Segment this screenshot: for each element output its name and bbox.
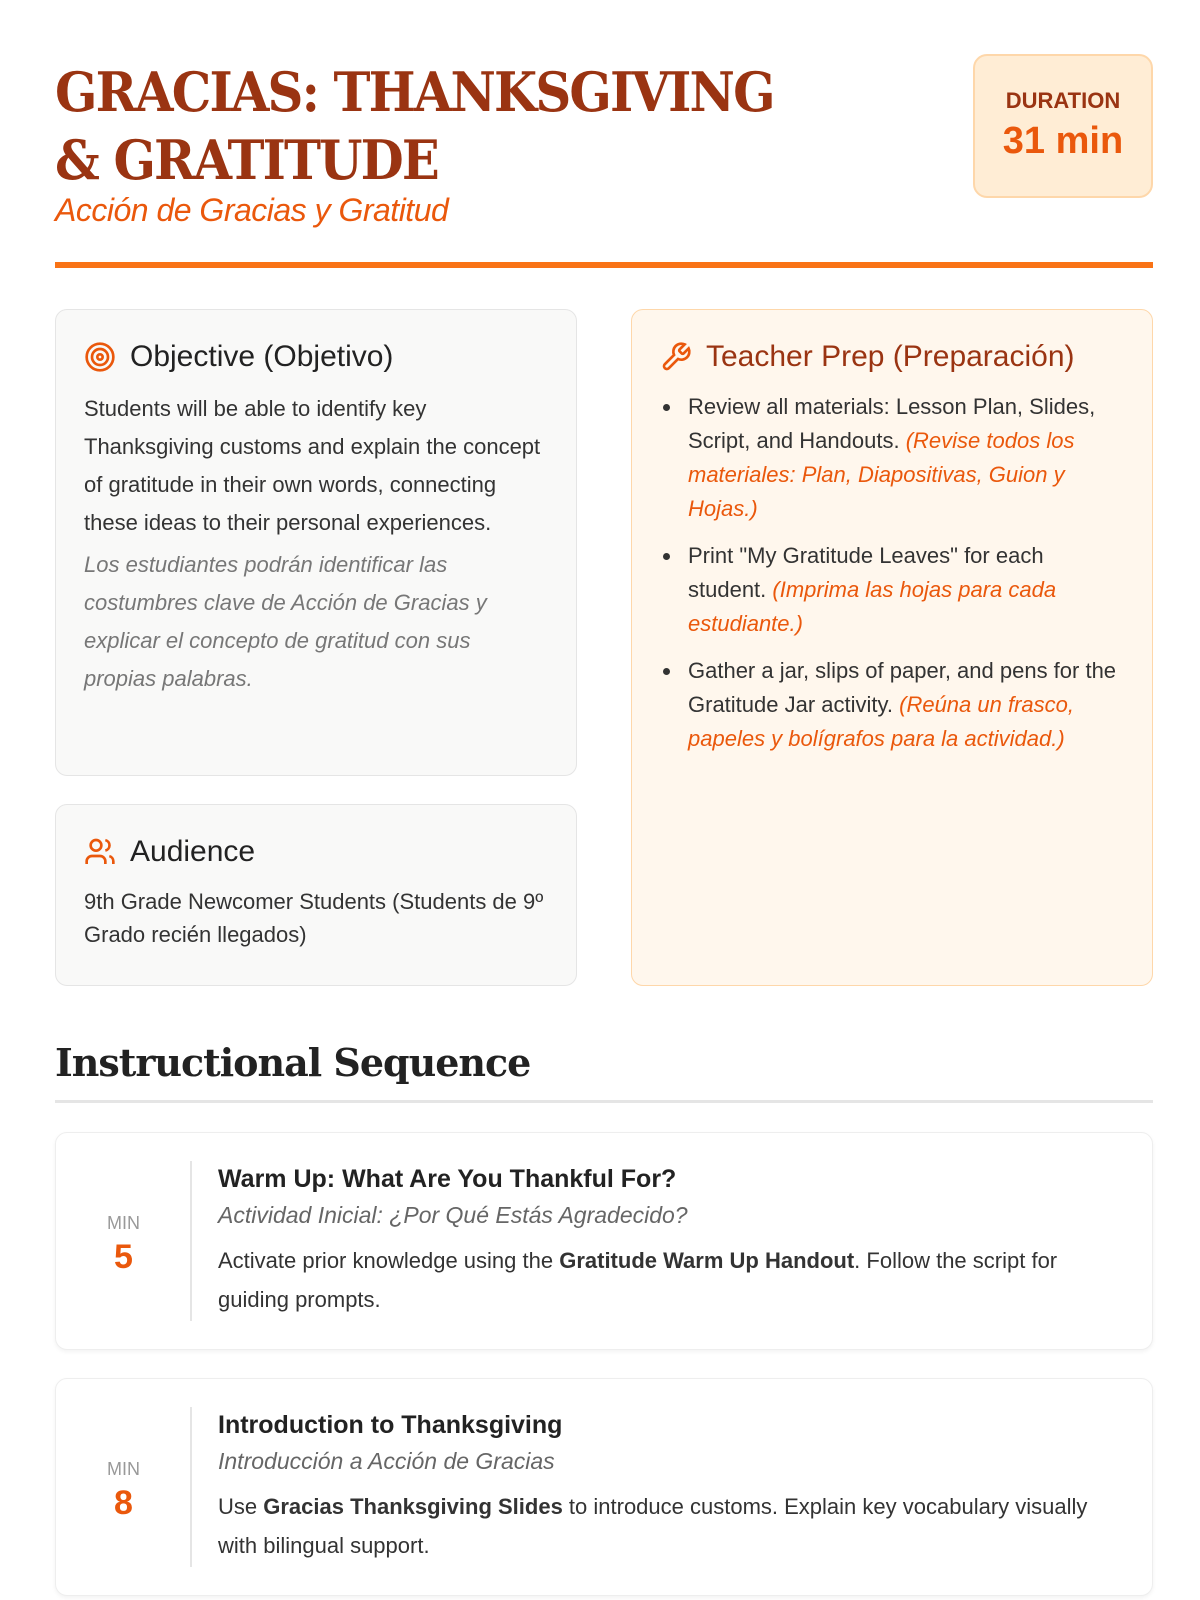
desc-text: Use [218, 1494, 264, 1519]
section-divider [55, 1100, 1153, 1103]
prep-item [660, 390, 1124, 526]
desc-text: . Follow the script for guiding prompts. [218, 1248, 1058, 1312]
step-divider [190, 1161, 192, 1321]
desc-text: to introduce customs. Explain key vocabulary visually with bilingual support. [218, 1494, 1088, 1558]
step-minutes: 5 [114, 1238, 133, 1276]
page-title: GRACIAS: THANKSGIVING & GRATITUDE [55, 60, 774, 192]
prep-item [660, 539, 1124, 641]
audience-card [55, 804, 577, 986]
prep-item [660, 654, 1124, 756]
step-description [218, 1241, 1112, 1319]
header-divider [55, 262, 1153, 268]
prep-title: Teacher Prep (Preparación) [706, 340, 1075, 373]
prep-item-es: (Revise todos los materiales: Plan, Diapositivas, Guion y Hojas.) [688, 428, 1075, 521]
step-minutes: 8 [114, 1484, 133, 1522]
prep-item-es: (Reúna un frasco, papeles y bolígrafos para la actividad.) [688, 692, 1074, 751]
duration-label: DURATION [1005, 88, 1121, 113]
target-icon [84, 341, 116, 373]
resource-name: Gracias Thanksgiving Slides [263, 1494, 563, 1519]
section-title: Instructional Sequence [55, 1040, 531, 1085]
prep-item-en: Print "My Gratitude Leaves" for each student. [688, 543, 1044, 602]
audience-title: Audience [130, 835, 256, 868]
page-subtitle: Acción de Gracias y Gratitud [55, 192, 449, 228]
step-description [218, 1487, 1112, 1565]
prep-item-en: Gather a jar, slips of paper, and pens for the Gratitude Jar activity. [688, 658, 1117, 717]
duration-badge [973, 54, 1153, 198]
users-icon [84, 836, 116, 868]
step-title-es: Introducción a Acción de Gracias [218, 1448, 555, 1474]
objective-title: Objective (Objetivo) [130, 340, 394, 373]
sequence-step [55, 1378, 1153, 1596]
audience-text: 9th Grade Newcomer Students (Students de 9º Grado recién llegados) [84, 889, 544, 947]
desc-text: Activate prior knowledge using the [218, 1248, 560, 1273]
duration-value: 31 min [1002, 120, 1124, 162]
objective-card [55, 309, 577, 776]
resource-name: Gratitude Warm Up Handout [559, 1248, 855, 1273]
min-label: MIN [107, 1213, 140, 1233]
prep-list [660, 390, 1124, 756]
step-title-es: Actividad Inicial: ¿Por Qué Estás Agradecido? [218, 1202, 688, 1228]
prep-item-en: Review all materials: Lesson Plan, Slides, Script, and Handouts. [688, 394, 1096, 453]
header [55, 0, 1153, 270]
step-title: Introduction to Thanksgiving [218, 1411, 563, 1439]
min-label: MIN [107, 1459, 140, 1479]
teacher-prep-card [631, 309, 1153, 986]
prep-item-es: (Imprima las hojas para cada estudiante.) [688, 577, 1057, 636]
objective-text-es: Los estudiantes podrán identificar las costumbres clave de Acción de Gracias y explicar el concepto de gratitud con sus propias palabras. [84, 552, 487, 691]
sequence-step [55, 1132, 1153, 1350]
step-divider [190, 1407, 192, 1567]
objective-text-en: Students will be able to identify key Thanksgiving customs and explain the concept of gratitude in their own words, connecting these ideas to their personal experiences. [84, 396, 541, 535]
wrench-icon [660, 341, 692, 373]
step-title: Warm Up: What Are You Thankful For? [218, 1165, 677, 1193]
